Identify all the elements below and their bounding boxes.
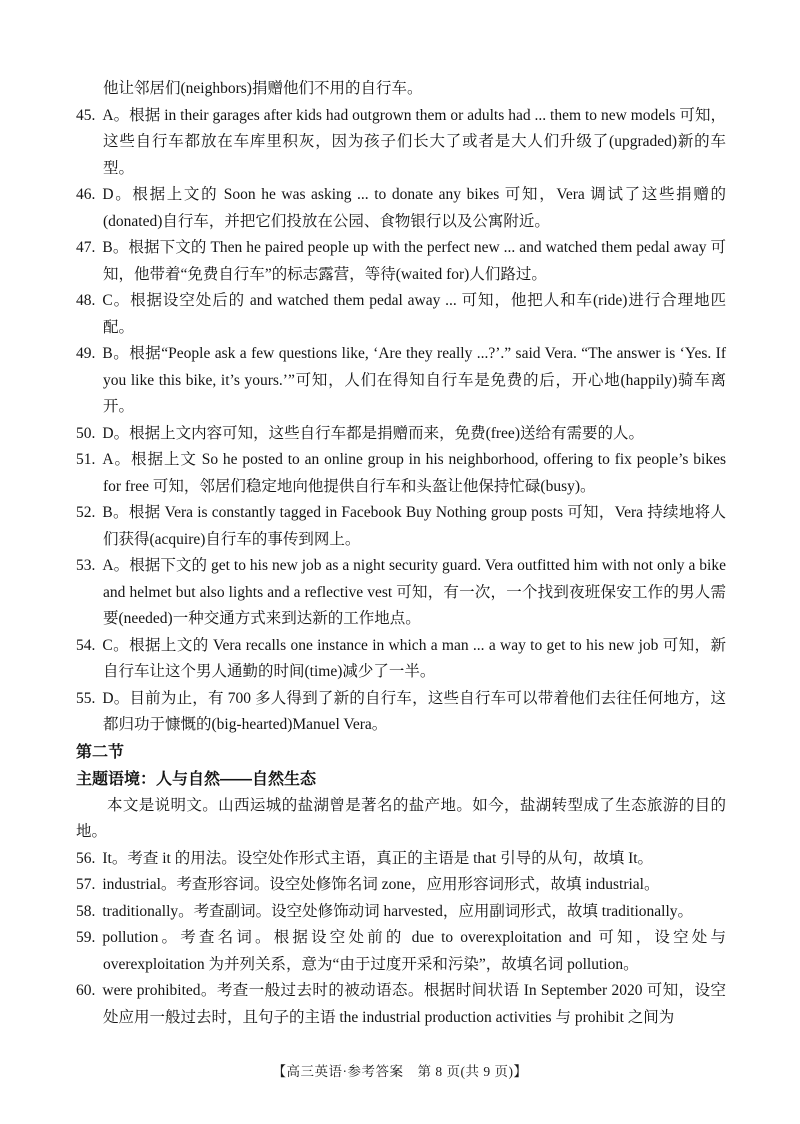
answer-item-45 — [76, 103, 726, 183]
answer-item-50 — [76, 421, 726, 448]
answer-item-51 — [76, 447, 726, 500]
answer-item-59 — [76, 925, 726, 978]
item-text: B。根据 Vera is constantly tagged in Facebook Buy Nothing group posts 可知，Vera 持续地将人们获得(acquire)自行车的事传到网上。 — [102, 504, 726, 548]
item-text: traditionally。考查副词。设空处修饰动词 harvested，应用副词形式，故填 traditionally。 — [102, 902, 694, 920]
answer-item-48 — [76, 288, 726, 341]
answer-item-52 — [76, 500, 726, 553]
answer-item-60 — [76, 978, 726, 1031]
item-number: 56. — [76, 849, 96, 867]
carryover-text: 他让邻居们(neighbors)捐赠他们不用的自行车。 — [103, 80, 423, 97]
item-text: were prohibited。考查一般过去时的被动语态。根据时间状语 In September 2020 可知，设空处应用一般过去时，且句子的主语 the industrial production activities 与 prohibit 之间为 — [102, 982, 726, 1026]
item-text: D。根据上文内容可知，这些自行车都是捐赠而来，免费(free)送给有需要的人。 — [102, 424, 644, 442]
item-text: It。考查 it 的用法。设空处作形式主语，真正的主语是 that 引导的从句，故填 It。 — [102, 849, 654, 867]
theme-context-heading: 主题语境：人与自然——自然生态 — [76, 770, 317, 788]
answer-item-55 — [76, 686, 726, 739]
page-footer: 【高三英语·参考答案 第 8 页(共 9 页)】 — [272, 1064, 528, 1079]
item-text: D。目前为止，有 700 多人得到了新的自行车，这些自行车可以带着他们去往任何地方，这都归功于慷慨的(big-hearted)Manuel Vera。 — [102, 689, 726, 733]
item-text: A。根据下文的 get to his new job as a night security guard. Vera outfitted him with not only a bike and helmet but also lights and a reflective vest 可知，有一次，一个找到夜班保安工作的男人需要(needed)一种交通方式来到达新的工作地点。 — [102, 557, 726, 627]
item-text: B。根据“People ask a few questions like, ‘Are they really ...?’.” said Vera. “The answer is ‘Yes. If you like this bike, it’s yours.’”可知，人们在得知自行车是免费的后，开心地(happily)骑车离开。 — [102, 345, 726, 415]
answer-item-56 — [76, 846, 726, 873]
item-number: 60. — [76, 982, 96, 999]
passage-summary: 本文是说明文。山西运城的盐湖曾是著名的盐产地。如今，盐湖转型成了生态旅游的目的地。 — [76, 796, 726, 840]
item-text: C。根据上文的 Vera recalls one instance in which a man ... a way to get to his new job 可知，新自行车让这个男人通勤的时间(time)减少了一半。 — [102, 636, 726, 680]
item-number: 45. — [76, 106, 96, 124]
item-number: 47. — [76, 239, 96, 256]
item-text: D。根据上文的 Soon he was asking ... to donate any bikes 可知，Vera 调试了这些捐赠的(donated)自行车，并把它们投放在公园、食物银行以及公寓附近。 — [102, 186, 726, 230]
item-text: C。根据设空处后的 and watched them pedal away ... 可知，他把人和车(ride)进行合理地匹配。 — [102, 292, 726, 336]
item-number: 55. — [76, 689, 96, 707]
answer-item-57 — [76, 872, 726, 899]
answer-item-49 — [76, 341, 726, 421]
answer-item-53 — [76, 553, 726, 633]
section-2-heading: 第二节 — [76, 743, 125, 761]
answer-item-58 — [76, 899, 726, 926]
item-number: 54. — [76, 636, 96, 654]
item-number: 59. — [76, 929, 96, 946]
item-number: 50. — [76, 424, 96, 442]
answers-section-grammar-fill — [76, 846, 726, 1032]
answer-item-54 — [76, 633, 726, 686]
item-text: A。根据 in their garages after kids had outgrown them or adults had ... them to new models 可知，这些自行车都放在车库里积灰，因为孩子们长大了或者是大人们升级了(upgraded)新的车型。 — [102, 106, 726, 177]
item-number: 53. — [76, 557, 96, 574]
item-text: B。根据下文的 Then he paired people up with the perfect new ... and watched them pedal away 可知，他带着“免费自行车”的标志露营，等待(waited for)人们路过。 — [102, 239, 726, 283]
item-text: industrial。考查形容词。设空处修饰名词 zone，应用形容词形式，故填 industrial。 — [102, 876, 660, 893]
item-number: 57. — [76, 876, 96, 893]
answer-item-47 — [76, 235, 726, 288]
item-number: 52. — [76, 504, 96, 521]
answer-item-46 — [76, 182, 726, 235]
item-number: 49. — [76, 345, 96, 362]
answers-section-cloze — [76, 103, 726, 739]
item-text: A。根据上文 So he posted to an online group in his neighborhood, offering to fix people’s bikes for free 可知，邻居们稳定地向他提供自行车和头盔让他保持忙碌(busy)。 — [102, 451, 726, 495]
item-number: 58. — [76, 902, 96, 920]
item-number: 51. — [76, 451, 96, 468]
item-number: 48. — [76, 292, 96, 309]
item-text: pollution。考查名词。根据设空处前的 due to overexploitation and 可知，设空处与 overexploitation 为并列关系，意为“由于过度开采和污染”，故填名词 pollution。 — [102, 929, 726, 973]
item-number: 46. — [76, 186, 96, 203]
